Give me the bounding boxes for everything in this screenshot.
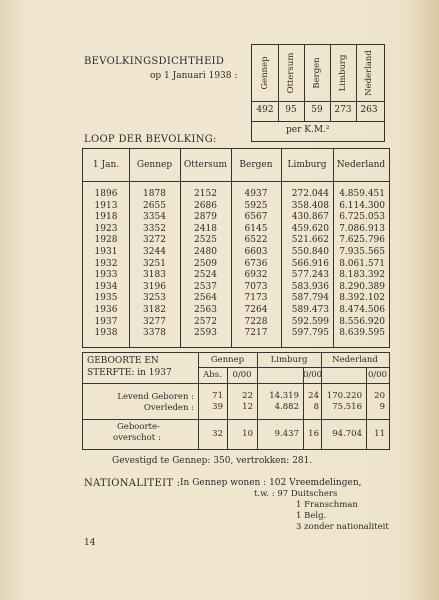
nationality-line: 1 Belg. [296,511,327,521]
density-col-limburg: Limburg [330,45,357,101]
nationality-line: In Gennep wonen : 102 Vreemdelingen, [180,478,362,488]
population-cell: 589.473 [291,305,329,315]
population-cell: 1931 [94,247,118,257]
population-cell: 3183 [143,270,166,281]
population-cell: 566.916 [291,258,329,269]
population-cell: 1932 [94,258,118,269]
births-title-1: GEBOORTE EN [87,356,159,366]
population-cell: 8.061.571 [339,258,385,269]
births-cell: 170.220 [326,391,362,401]
nationality-line: 3 zonder nationaliteit [296,522,389,532]
population-cell: 8.556.920 [339,316,385,327]
population-cell: 550.840 [291,247,329,257]
population-cell: 2509 [194,258,217,269]
density-value-nederland: 263 [360,105,378,115]
population-cell: 8.392.102 [339,293,385,304]
population-cell: 7173 [244,293,268,304]
population-cell: 2572 [194,316,217,327]
population-cell: 592.599 [291,316,329,327]
population-cell: 459.620 [291,223,329,234]
population-cell: 5925 [244,200,268,211]
births-cell: 9.437 [274,429,299,439]
density-value-bergen: 59 [311,105,323,115]
births-sub-permille: 0/00 [367,370,388,380]
population-table [82,148,390,348]
population-header: Bergen [239,160,273,170]
population-cell: 7228 [244,316,268,327]
density-col-gennep: Gennep [252,45,279,101]
population-cell: 7217 [244,328,268,339]
nationality-line: t.w. : 97 Duitschers [254,489,338,499]
births-title-2: STERFTE: in 1937 [87,368,172,378]
density-value-ottersum: 95 [285,105,297,115]
births-row-label: Geboorte- [117,422,160,432]
population-cell: 3251 [143,258,166,269]
population-cell: 1933 [94,270,118,281]
population-cell: 6603 [244,247,268,257]
density-value-gennep: 492 [256,105,274,115]
births-group-nederland: Nederland [332,355,378,365]
births-cell: 16 [308,429,319,439]
population-cell: 2879 [194,212,217,223]
population-cell: 272.044 [291,189,329,199]
births-cell: 11 [374,429,385,439]
population-cell: 6145 [244,223,268,234]
births-cell: 14.319 [269,391,299,401]
births-deaths-table [82,352,390,450]
population-cell: 2480 [194,247,217,257]
births-cell: 20 [374,391,385,401]
population-cell: 3272 [143,235,166,246]
births-row-label: Overleden : [143,403,194,413]
population-cell: 2418 [194,223,217,234]
population-header: Limburg [287,160,327,170]
population-cell: 3378 [143,328,166,339]
population-cell: 3352 [143,223,166,234]
population-header: Nederland [336,160,386,170]
population-cell: 1918 [94,212,118,223]
population-header: Ottersum [183,160,228,170]
population-cell: 2537 [194,281,217,292]
population-cell: 6.114.300 [339,200,385,211]
population-cell: 1938 [94,328,118,339]
population-header: 1 Jan. [92,160,120,170]
births-cell: 9 [379,402,385,412]
population-cell: 4937 [244,189,268,199]
population-cell: 6.725.053 [339,212,385,223]
population-cell: 3182 [143,305,166,315]
population-header: Gennep [136,160,173,170]
population-cell: 577.243 [291,270,329,281]
population-cell: 1896 [94,189,118,199]
population-cell: 3354 [143,212,166,223]
births-cell: 75.516 [332,402,362,412]
population-cell: 8.183.392 [339,270,385,281]
population-cell: 3277 [143,316,166,327]
density-col-nederland: Nederland [364,50,374,96]
population-cell: 8.639.595 [339,328,385,339]
population-cell: 3244 [143,247,166,257]
population-cell: 2686 [194,200,217,211]
density-table [251,44,385,142]
density-col-ottersum: Ottersum [278,45,305,101]
population-cell: 7.935.565 [339,247,385,257]
population-cell: 4.859.451 [339,189,385,199]
population-cell: 1935 [94,293,118,304]
density-value-limburg: 273 [334,105,352,115]
population-cell: 430.867 [291,212,329,223]
births-cell: 39 [212,402,223,412]
population-title: LOOP DER BEVOLKING: [84,134,217,145]
density-subtitle: op 1 Januari 1938 : [150,71,238,81]
births-cell: 8 [313,402,319,412]
population-cell: 1923 [94,223,118,234]
population-cell: 587.794 [291,293,329,304]
density-unit: per K.M.² [286,125,330,135]
population-cell: 2564 [194,293,217,304]
births-cell: 4.882 [274,402,299,412]
population-cell: 7073 [244,281,268,292]
population-cell: 6567 [244,212,268,223]
births-cell: 94.704 [332,429,362,439]
page-number: 14 [84,538,96,548]
births-cell: 22 [242,391,253,401]
nationality-line: 1 Franschman [296,500,358,510]
density-title: BEVOLKINGSDICHTHEID [84,56,225,67]
population-cell: 1936 [94,305,118,315]
population-cell: 8.474.506 [339,305,385,315]
population-cell: 6736 [244,258,268,269]
population-cell: 597.795 [291,328,329,339]
population-cell: 6932 [244,270,268,281]
population-cell: 521.662 [291,235,329,246]
population-cell: 1878 [143,189,166,199]
births-cell: 32 [212,429,223,439]
population-cell: 6522 [244,235,268,246]
nationality-label: NATIONALITEIT : [84,478,181,489]
population-cell: 7.086.913 [339,223,385,234]
settled-text: Gevestigd te Gennep: 350, vertrokken: 281. [112,456,313,466]
births-group-gennep: Gennep [210,355,245,365]
population-cell: 2655 [143,200,166,211]
population-cell: 7.625.796 [339,235,385,246]
population-cell: 3253 [143,293,166,304]
population-cell: 2524 [194,270,217,281]
births-row-label: overschot : [113,433,161,443]
births-sub-permille: 0/00 [303,370,323,380]
births-sub-abs: Abs. [203,370,222,380]
births-cell: 24 [308,391,319,401]
births-cell: 71 [212,391,223,401]
population-cell: 3196 [143,281,166,292]
population-cell: 1934 [94,281,118,292]
population-cell: 2593 [194,328,217,339]
population-cell: 1937 [94,316,118,327]
births-group-limburg: Limburg [270,355,308,365]
population-cell: 1913 [94,200,118,211]
density-col-bergen: Bergen [304,45,331,101]
population-cell: 583.936 [291,281,329,292]
births-row-label: Levend Geboren : [117,392,194,402]
births-cell: 12 [242,402,253,412]
births-sub-permille: 0/00 [232,370,252,380]
population-cell: 7264 [244,305,268,315]
population-cell: 2563 [194,305,217,315]
population-cell: 1928 [94,235,118,246]
population-cell: 8.290.389 [339,281,385,292]
population-cell: 2525 [194,235,217,246]
population-cell: 2152 [194,189,217,199]
births-cell: 10 [242,429,253,439]
population-cell: 358.408 [291,200,329,211]
